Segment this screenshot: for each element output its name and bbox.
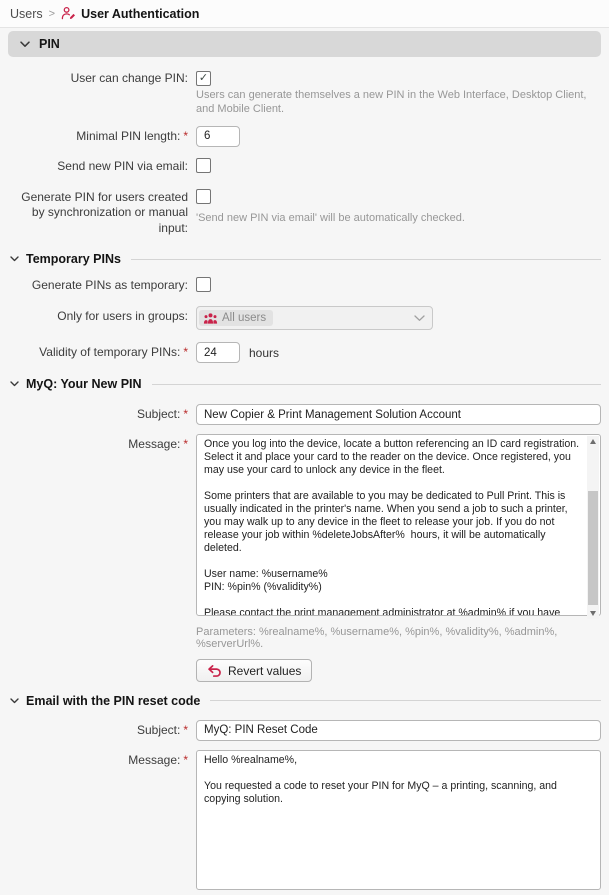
help-text: Users can generate themselves a new PIN in the Web Interface, Desktop Client, and Mobile Client.: [196, 89, 587, 115]
minimal-pin-length-input[interactable]: [196, 126, 240, 147]
chevron-down-icon: [10, 698, 19, 704]
section-title: MyQ: Your New PIN: [26, 377, 142, 392]
breadcrumb-users-link[interactable]: Users: [10, 6, 43, 21]
section-header-temporary-pins[interactable]: [10, 252, 601, 266]
section-header-pin[interactable]: [8, 31, 601, 57]
chevron-down-icon: [10, 381, 19, 387]
field-label: User can change PIN:: [70, 71, 188, 85]
group-chip-label: All users: [222, 312, 267, 325]
row-new-pin-subject: [8, 404, 601, 425]
row-generate-pin-on-create: [8, 187, 601, 237]
breadcrumb: [0, 0, 609, 28]
revert-values-label: Revert values: [228, 663, 302, 678]
section-title: Email with the PIN reset code: [26, 693, 201, 708]
scrollbar-track[interactable]: [587, 447, 599, 608]
scroll-down-button[interactable]: [587, 608, 599, 619]
required-marker: *: [183, 722, 188, 737]
settings-panel: [8, 31, 601, 895]
generate-pins-temporary-checkbox[interactable]: [196, 277, 211, 292]
section-title: Temporary PINs: [26, 252, 121, 267]
required-marker: *: [183, 345, 188, 360]
revert-values-button[interactable]: [196, 659, 312, 682]
scroll-up-button[interactable]: [587, 436, 599, 447]
field-label: Minimal PIN length: *: [76, 128, 188, 143]
reset-code-message-textarea[interactable]: [196, 750, 601, 890]
send-pin-via-email-checkbox[interactable]: [196, 158, 211, 173]
row-user-can-change-pin: [8, 68, 601, 117]
field-label: Subject: *: [136, 722, 188, 737]
check-glyph: ✓: [198, 72, 209, 84]
parameters-note: Parameters: %realname%, %username%, %pin%, %validity%, %admin%, %serverUrl%.: [196, 626, 558, 651]
scrollbar-thumb[interactable]: [588, 491, 598, 605]
reset-code-subject-input[interactable]: [196, 720, 601, 741]
row-send-pin-via-email: [8, 156, 601, 178]
row-groups: [8, 306, 601, 330]
validity-unit-label: hours: [249, 345, 280, 360]
help-text: 'Send new PIN via email' will be automatically checked.: [196, 211, 465, 224]
user-edit-icon: [61, 6, 76, 21]
breadcrumb-separator: >: [48, 7, 56, 20]
user-can-change-pin-checkbox[interactable]: [196, 71, 211, 86]
generate-pin-on-create-checkbox[interactable]: [196, 189, 211, 204]
new-pin-message-textarea[interactable]: [196, 434, 601, 616]
field-label: Generate PIN for users created by synchronization or manual input:: [21, 189, 188, 235]
page-title: [61, 6, 199, 21]
validity-hours-input[interactable]: [196, 342, 240, 363]
section-divider: [210, 700, 601, 701]
field-label: Subject: *: [136, 407, 188, 422]
row-generate-pins-temporary: [8, 275, 601, 297]
required-marker: *: [183, 407, 188, 422]
field-label: Message: *: [128, 437, 188, 452]
required-marker: *: [183, 752, 188, 767]
page-title-text: User Authentication: [81, 6, 200, 21]
new-pin-subject-input[interactable]: [196, 404, 601, 425]
row-reset-code-message: [8, 750, 601, 895]
field-label: Only for users in groups:: [57, 309, 188, 324]
field-label: Generate PINs as temporary:: [31, 278, 188, 293]
field-label: Send new PIN via email:: [57, 158, 188, 173]
required-marker: *: [183, 437, 188, 452]
group-users-icon: [203, 313, 218, 324]
section-header-reset-code-email[interactable]: [10, 694, 601, 708]
row-minimal-pin-length: [8, 126, 601, 147]
field-label: Validity of temporary PINs: *: [39, 345, 188, 360]
undo-arrow-icon: [207, 664, 222, 678]
row-reset-code-subject: [8, 720, 601, 741]
group-chip: [199, 310, 273, 326]
groups-select: [196, 306, 433, 330]
section-header-new-pin-email[interactable]: [10, 377, 601, 391]
field-label: Message: *: [128, 752, 188, 767]
section-divider: [131, 259, 601, 260]
row-validity: [8, 342, 601, 363]
textarea-scrollbar: [587, 436, 599, 619]
row-new-pin-message: [8, 434, 601, 683]
chevron-down-icon: [20, 41, 30, 48]
section-title-pin: PIN: [39, 37, 60, 51]
required-marker: *: [183, 128, 188, 143]
select-chevron-down-icon: [414, 315, 425, 322]
section-divider: [152, 384, 601, 385]
chevron-down-icon: [10, 256, 19, 262]
